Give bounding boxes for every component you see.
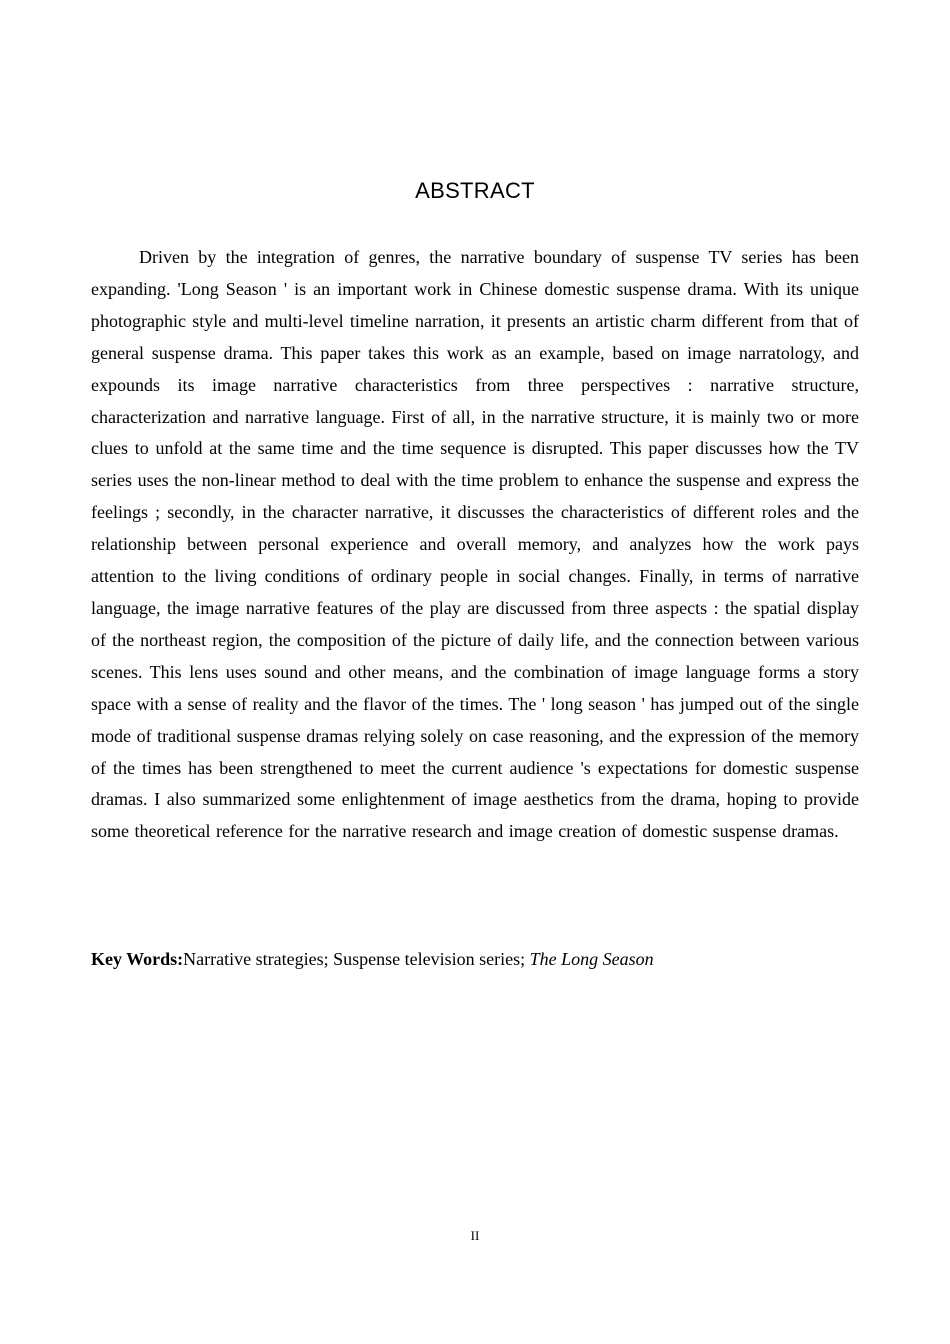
keywords-terms: Narrative strategies; Suspense television series;	[183, 949, 530, 969]
keywords-line	[91, 944, 859, 976]
keywords-label: Key Words:	[91, 949, 184, 969]
page-number: II	[470, 1228, 480, 1243]
abstract-paragraph: Driven by the integration of genres, the narrative boundary of suspense TV series has been expanding. 'Long Season ' is an important work in Chinese domestic suspense drama. With its unique photographic style and multi-level timeline narration, it presents an artistic charm different from that of general suspense drama. This paper takes this work as an example, based on image narratology, and expounds its image narrative characteristics from three perspectives : narrative structure, characterization and narrative language. First of all, in the narrative structure, it is mainly two or more clues to unfold at the same time and the time sequence is disrupted. This paper discusses how the TV series uses the non-linear method to deal with the time problem to enhance the suspense and express the feelings ; secondly, in the character narrative, it discusses the characteristics of different roles and the relationship between personal experience and overall memory, and analyzes how the work pays attention to the living conditions of ordinary people in social changes. Finally, in terms of narrative language, the image narrative features of the play are discussed from three aspects : the spatial display of the northeast region, the composition of the picture of daily life, and the connection between various scenes. This lens uses sound and other means, and the combination of image language forms a story space with a sense of reality and the flavor of the times. The ' long season ' has jumped out of the single mode of traditional suspense dramas relying solely on case reasoning, and the expression of the memory of the times has been strengthened to meet the current audience 's expectations for domestic suspense dramas. I also summarized some enlightenment of image aesthetics from the drama, hoping to provide some theoretical reference for the narrative research and image creation of domestic suspense dramas.	[91, 247, 859, 842]
page-title: ABSTRACT	[415, 178, 535, 203]
keywords-title-term: The Long Season	[529, 949, 654, 969]
